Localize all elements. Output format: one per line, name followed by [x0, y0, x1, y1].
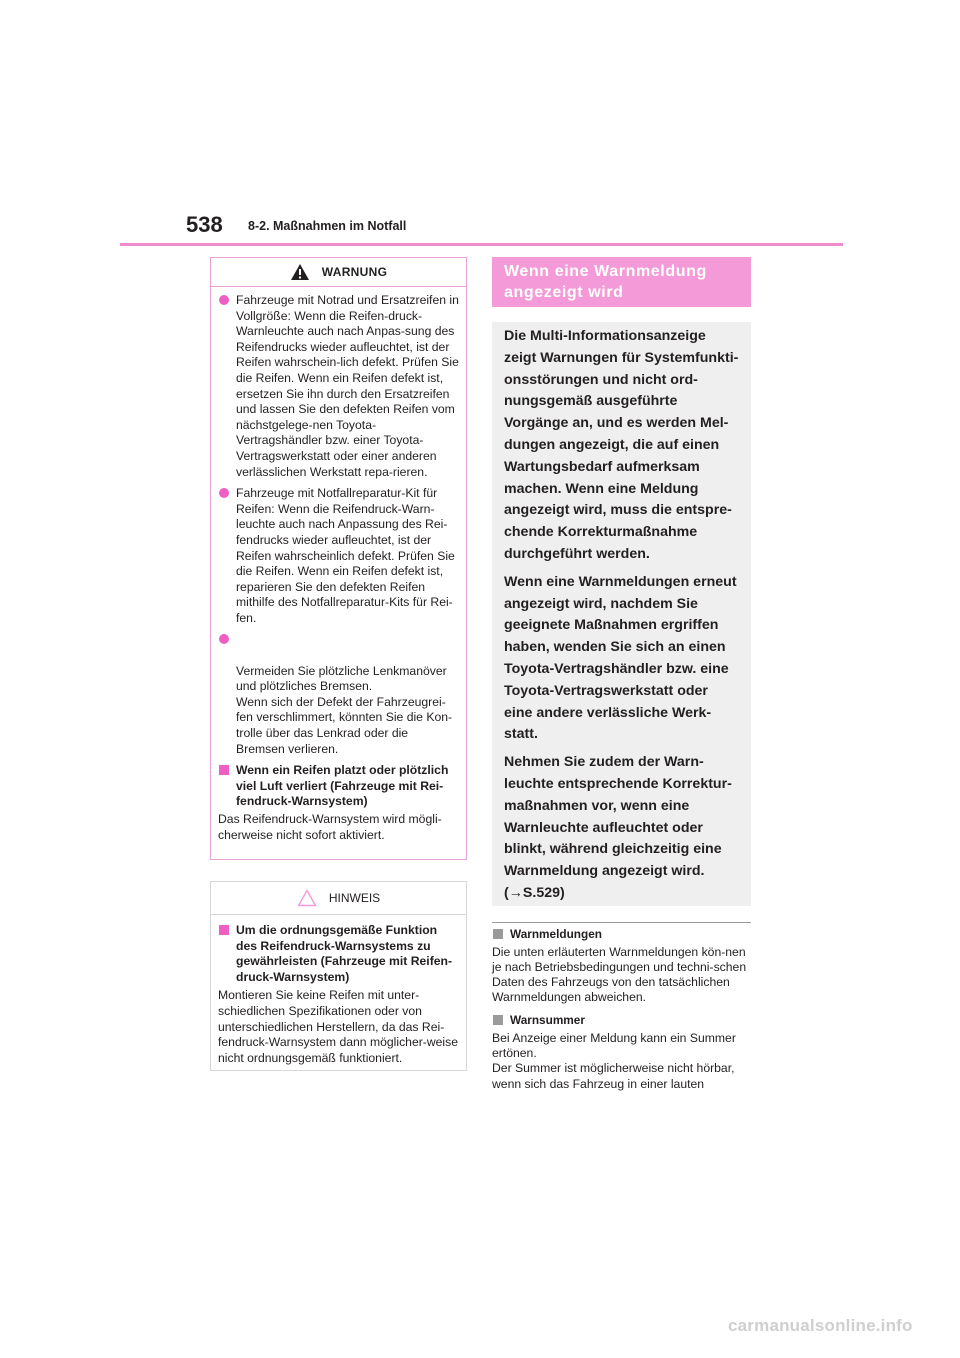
warnmeldungen-heading	[492, 927, 751, 943]
warnsummer-heading-text: Warnsummer	[510, 1013, 585, 1028]
watermark: carmanualsonline.info	[728, 1316, 913, 1335]
list-item	[218, 293, 459, 480]
square-bullet-icon	[219, 925, 229, 935]
warning-box	[210, 257, 467, 860]
banner-line-2: angezeigt wird	[504, 284, 624, 301]
warnmeldungen-heading-text: Warnmeldungen	[510, 927, 602, 941]
note-subtext: Montieren Sie keine Reifen mit unter-schiedlichen Spezifikationen oder von unterschiedlichen Herstellern, da das Rei-fendruck-Warnsystem dann möglicher-weise nicht ordnungsgemäß funktioniert.	[218, 988, 459, 1065]
page-number: 538	[186, 212, 223, 237]
note-box-header	[211, 882, 466, 915]
note-title: HINWEIS	[328, 891, 381, 905]
bullet-text: Vermeiden Sie plötzliche Lenkmanöver und plötzliches Bremsen. Wenn sich der Defekt der Fahrzeugrei-fen verschlimmert, könnten Sie die Kon-trolle über das Lenkrad oder die Bremsen verlieren.	[236, 663, 453, 756]
warnmeldungen-text: Die unten erläuterten Warnmeldungen kön-nen je nach Betriebsbedingungen und techni-schen Daten des Fahrzeugs von den tatsächlichen Warnmeldungen abweichen.	[492, 944, 747, 1005]
warning-title: WARNUNG	[321, 265, 388, 279]
section-banner	[492, 257, 751, 307]
warnsummer-heading	[492, 1013, 751, 1029]
caution-triangle-icon	[297, 889, 317, 907]
divider	[492, 922, 751, 923]
list-item	[218, 486, 459, 626]
square-bullet-icon	[493, 1015, 503, 1025]
bullet-text: Fahrzeuge mit Notfallreparatur-Kit für Reifen: Wenn die Reifendruck-Warn-leuchte auch nach Anpassung des Rei-fendrucks wieder aufleuchtet, ist der Reifen wahrscheinlich defekt. Prüfen Sie die Reifen. Wenn ein Reifen defekt ist, reparieren Sie den defekten Reifen mithilfe des Notfallreparatur-Kits für Rei-fen.	[236, 486, 455, 625]
intro-paragraph-3: Nehmen Sie zudem der Warn-leuchte entsprechende Korrektur-maßnahmen vor, wenn eine Warnleuchte aufleuchtet oder blinkt, während gleichzeitig eine Warnmeldung angezeigt wird. (→S.529)	[504, 754, 732, 901]
warning-bullets	[218, 293, 459, 757]
warning-subheading-text: Wenn ein Reifen platzt oder plötzlich viel Luft verliert (Fahrzeuge mit Rei-fendruck-Warnsystem)	[236, 763, 449, 809]
intro-paragraph-1: Die Multi-Informationsanzeige zeigt Warnungen für Systemfunkti-onsstörungen und nicht ord-nungsgemäß ausgeführte Vorgänge an, und es werden Mel-dungen angezeigt, die auf einen Wartungsbedarf aufmerksam machen. Wenn eine Meldung angezeigt wird, muss die entspre-chende Korrekturmaßnahme durchgeführt werden.	[504, 328, 739, 562]
header-rule	[120, 243, 843, 246]
bullet-text: Fahrzeuge mit Notrad und Ersatzreifen in Vollgröße: Wenn die Reifen-druck-Warnleuchte auch nach Anpas-sung des Reifendrucks wieder aufleuchtet, ist der Reifen wahrschein-lich defekt. Prüfen Sie die Reifen. Wenn ein Reifen defekt ist, ersetzen Sie ihn durch den Ersatzreifen und lassen Sie den defekten Reifen vom nächstgelege-nen Toyota-Vertragshändler bzw. einer Toyota-Vertragswerkstatt oder einer anderen verlässlichen Werkstatt repa-rieren.	[236, 293, 459, 479]
warning-subtext: Das Reifendruck-Warnsystem wird mögli-cherweise nicht sofort aktiviert.	[218, 812, 442, 842]
section-title: 8-2. Maßnahmen im Notfall	[248, 219, 407, 233]
note-box	[210, 881, 467, 1071]
note-subheading-text: Um die ordnungsgemäße Funktion des Reifendruck-Warnsystems zu gewährleisten (Fahrzeuge mit Reifen-druck-Warnsystem)	[236, 923, 453, 984]
intro-box	[492, 322, 751, 906]
warning-subheading	[218, 763, 459, 810]
square-bullet-icon	[219, 765, 229, 775]
warning-box-header	[211, 258, 466, 287]
note-subheading	[218, 923, 459, 985]
square-bullet-icon	[493, 929, 503, 939]
list-item	[218, 632, 459, 757]
bullet-dot-icon	[219, 488, 229, 498]
intro-paragraph-2: Wenn eine Warnmeldungen erneut angezeigt wird, nachdem Sie geeignete Maßnahmen ergriffen haben, wenden Sie sich an einen Toyota-Vertragshändler bzw. eine Toyota-Vertragswerkstatt oder eine andere verlässliche Werk-statt.	[504, 573, 737, 743]
warnsummer-text: Bei Anzeige einer Meldung kann ein Summer ertönen. Der Summer ist möglicherweise nicht hörbar, wenn sich das Fahrzeug in einer lauten	[492, 1031, 736, 1091]
banner-line-1: Wenn eine Warnmeldung	[504, 263, 707, 280]
bullet-dot-icon	[219, 634, 229, 644]
bullet-dot-icon	[219, 295, 229, 305]
right-body	[492, 927, 751, 1100]
warning-triangle-icon	[290, 263, 310, 281]
